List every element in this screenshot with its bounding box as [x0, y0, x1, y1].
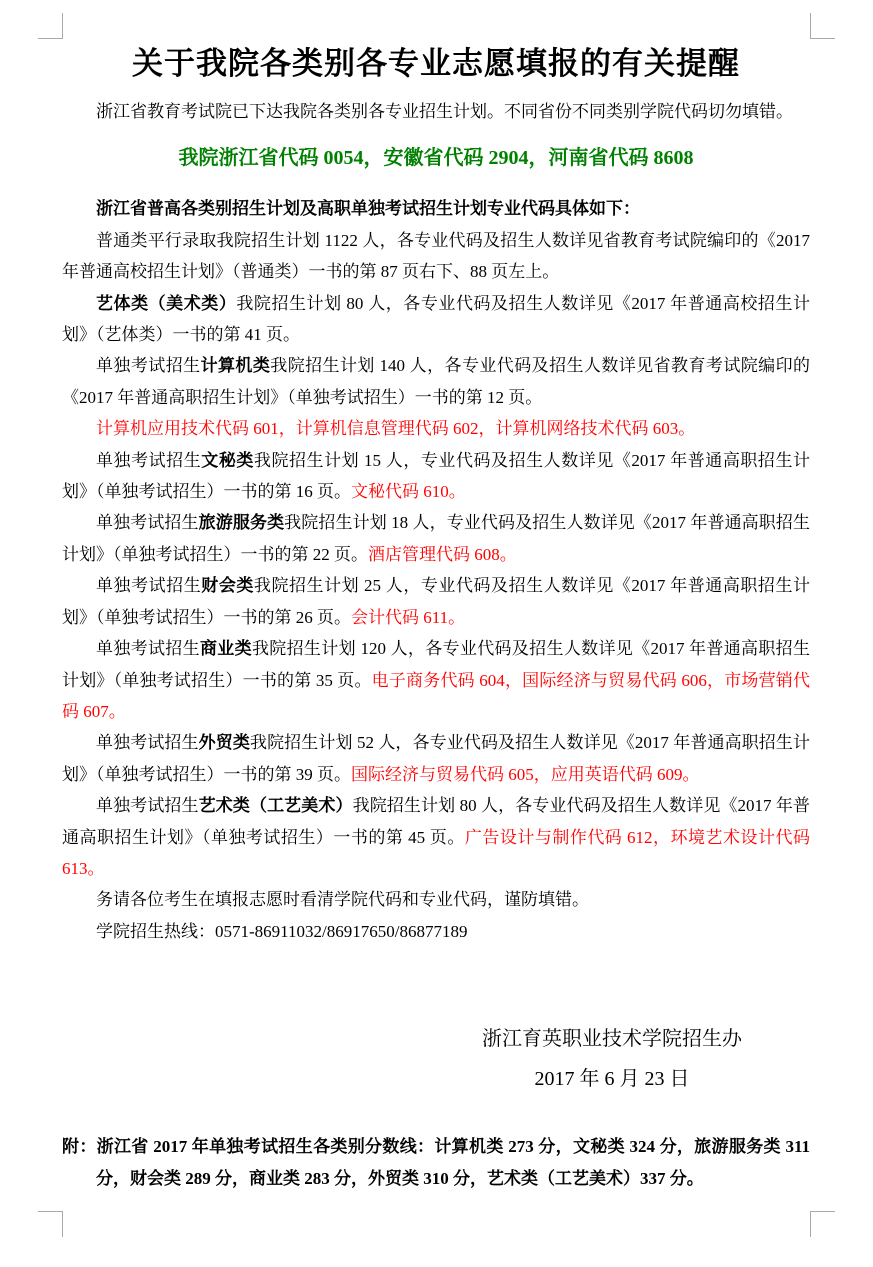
computer-category: 计算机类	[200, 356, 271, 376]
paragraph-computer	[62, 350, 810, 413]
finance-category: 财会类	[201, 576, 254, 596]
secretary-text: 我院招生计划 15 人，专业代码及招生人数详见《2017 年普通高职招生计划》（单独考试招生）一书的第 16 页。	[62, 450, 811, 502]
business-category: 商业类	[199, 639, 252, 659]
paragraph-secretary	[62, 445, 810, 508]
general-text: 普通类平行录取我院招生计划 1122 人，各专业代码及招生人数详见省教育考试院编印的《2017 年普通高校招生计划》（普通类）一书的第 87 页右下、88 页左上。	[62, 230, 810, 282]
art-pe-text: 我院招生计划 80 人，各专业代码及招生人数详见《2017 年普通高校招生计划》（艺体类）一书的第 41 页。	[62, 293, 810, 345]
crop-mark-top-left-icon	[38, 13, 63, 39]
business-codes: 电子商务代码 604，国际经济与贸易代码 606，市场营销代码 607。	[62, 670, 811, 721]
business-text: 我院招生计划 120 人，各专业代码及招生人数详见《2017 年普通高职招生计划》（单独考试招生）一书的第 35 页。	[62, 639, 811, 690]
art-craft-prefix: 单独考试招生	[96, 796, 199, 816]
intro-paragraph: 浙江省教育考试院已下达我院各类别各专业招生计划。不同省份不同类别学院代码切勿填错。	[96, 102, 793, 121]
computer-text: 我院招生计划 140 人，各专业代码及招生人数详见省教育考试院编印的《2017 年普通高职招生计划》（单独考试招生）一书的第 12 页。	[62, 356, 811, 407]
business-prefix: 单独考试招生	[96, 639, 200, 659]
paragraph-trade	[62, 727, 810, 790]
trade-text: 我院招生计划 52 人，各专业代码及招生人数详见《2017 年普通高职招生计划》（单独考试招生）一书的第 39 页。	[62, 733, 811, 784]
paragraph-computer-codes: 计算机应用技术代码 601，计算机信息管理代码 602，计算机网络技术代码 603。	[96, 419, 696, 439]
signature-date: 2017 年 6 月 23 日	[534, 1068, 690, 1091]
section-heading: 浙江省普高各类别招生计划及高职单独考试招生计划专业代码具体如下：	[96, 199, 640, 219]
art-craft-category: 艺术类（工艺美术）	[198, 796, 353, 816]
art-craft-codes: 广告设计与制作代码 612，环境艺术设计代码 613。	[62, 827, 810, 878]
finance-codes: 会计代码 611。	[351, 607, 466, 627]
tourism-text: 我院招生计划 18 人，专业代码及招生人数详见《2017 年普通高职招生计划》（单独考试招生）一书的第 22 页。	[62, 513, 811, 564]
school-codes-banner: 我院浙江省代码 0054，安徽省代码 2904，河南省代码 8608	[178, 147, 694, 170]
paragraph-finance	[62, 570, 810, 633]
tourism-codes: 酒店管理代码 608。	[368, 544, 517, 564]
crop-mark-bottom-left-icon	[38, 1211, 63, 1237]
paragraph-business	[62, 633, 810, 727]
art-pe-category: 艺体类（美术类）	[96, 293, 237, 313]
finance-text: 我院招生计划 25 人，专业代码及招生人数详见《2017 年普通高职招生计划》（单独考试招生）一书的第 26 页。	[62, 576, 811, 627]
computer-prefix: 单独考试招生	[96, 356, 201, 376]
trade-category: 外贸类	[198, 733, 250, 753]
reminder-paragraph: 务请各位考生在填报志愿时看清学院代码和专业代码，谨防填错。	[96, 890, 589, 910]
crop-mark-top-right-icon	[810, 13, 835, 39]
trade-prefix: 单独考试招生	[96, 733, 199, 753]
paragraph-tourism	[62, 507, 810, 570]
appendix-text: 浙江省 2017 年单独考试招生各类别分数线：计算机类 273 分，文秘类 324 分，旅游服务类 311 分，财会类 289 分，商业类 283 分，外贸类 310 分，艺术类（工艺美术）337 分。	[96, 1137, 811, 1188]
hotline-paragraph: 学院招生热线：0571-86911032/86917650/86877189	[96, 921, 468, 941]
appendix-note	[62, 1131, 810, 1194]
secretary-codes: 文秘代码 610。	[351, 482, 466, 502]
trade-codes: 国际经济与贸易代码 605，应用英语代码 609。	[351, 764, 700, 784]
paragraph-general-admission	[62, 225, 810, 288]
appendix-label: 附：	[62, 1137, 97, 1157]
signature-block	[482, 1019, 742, 1099]
finance-prefix: 单独考试招生	[96, 576, 202, 596]
crop-mark-bottom-right-icon	[810, 1211, 835, 1237]
art-craft-text: 我院招生计划 80 人，各专业代码及招生人数详见《2017 年普通高职招生计划》（单独考试招生）一书的第 45 页。	[62, 796, 811, 847]
paragraph-art-pe	[62, 288, 810, 351]
secretary-prefix: 单独考试招生	[96, 450, 202, 470]
paragraph-art-craft	[62, 790, 810, 884]
document-content	[62, 38, 810, 1194]
page-title: 关于我院各类别各专业志愿填报的有关提醒	[132, 46, 740, 81]
signature-org: 浙江育英职业技术学院招生办	[482, 1028, 742, 1051]
tourism-prefix: 单独考试招生	[96, 513, 199, 533]
tourism-category: 旅游服务类	[198, 513, 285, 533]
secretary-category: 文秘类	[201, 450, 254, 470]
